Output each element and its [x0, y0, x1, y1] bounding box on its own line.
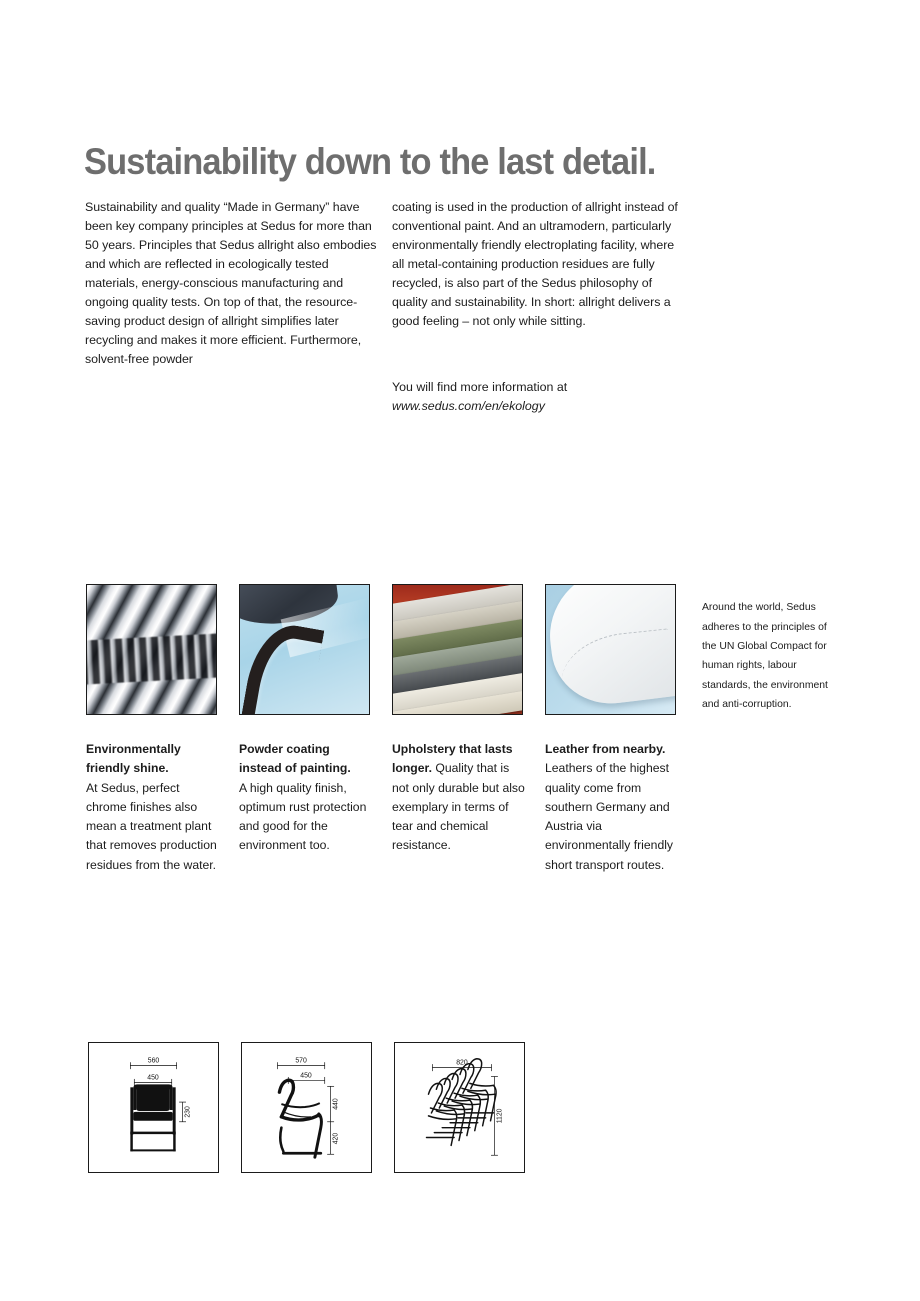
dimension-label: 440: [332, 1098, 340, 1110]
chair-side-silhouette: [279, 1080, 321, 1157]
black-tube-detail: [239, 619, 324, 715]
more-information-label: You will find more information at: [392, 380, 568, 394]
thumbnail-upholstery-fabrics: [392, 584, 523, 715]
dimension-label: 820: [456, 1059, 468, 1067]
dimension-label: 450: [147, 1074, 159, 1082]
un-global-compact-note: Around the world, Sedus adheres to the principles of the UN Global Compact for human rights, labour standards, the environment and anti-corruption.: [702, 602, 828, 710]
caption-headline: Upholstery that lasts longer.: [392, 742, 513, 776]
caption-environmentally-friendly-shine: [86, 740, 219, 875]
caption-body: At Sedus, perfect chrome finishes also mean a treatment plant that removes production residues from the water.: [86, 780, 217, 872]
more-information-block: [392, 378, 682, 416]
thumbnail-leather-seat: [545, 584, 676, 715]
stacked-fabrics-image: [393, 585, 522, 714]
dimension-label: 570: [295, 1057, 307, 1065]
caption-headline: Environmentally friendly shine.: [86, 742, 181, 776]
drawing-chair-front-view: [88, 1042, 219, 1173]
intro-column-right: coating is used in the production of allright instead of conventional paint. And an ultramodern, particularly environmentally friendly electroplating facility, where all metal-containing production residues are fully recycled, is also part of the Sedus philosophy of quality and sustainability. In short: allright delivers a good feeling – not only while sitting.: [392, 200, 678, 328]
chair-front-silhouette: [130, 1084, 175, 1151]
caption-body: Leathers of the highest quality come from southern Germany and Austria via environmentally friendly short transport routes.: [545, 761, 674, 872]
caption-leather-from-nearby: [545, 740, 678, 875]
caption-body: A high quality finish, optimum rust protection and good for the environment too.: [239, 780, 367, 853]
dimension-label: 450: [300, 1072, 312, 1080]
thumbnail-powder-coating: [239, 584, 370, 715]
sedus-ekology-link[interactable]: www.sedus.com/en/ekology: [392, 398, 545, 413]
powder-coated-tube-image: [240, 585, 369, 714]
dimension-label: 560: [147, 1057, 160, 1065]
intro-column-left: Sustainability and quality “Made in Germany” have been key company principles at Sedus for more than 50 years. Principles that Sedus allright also embodies and which are reflected in ecologically tested materials, energy-conscious manufacturing and ongoing quality tests. On top of that, the resource-saving product design of allright simplifies later recycling and makes it more efficient. Furthermore, solvent-free powder: [85, 200, 377, 366]
caption-body: Quality that is not only durable but also exemplary in terms of tear and chemical resistance.: [392, 761, 525, 853]
page-title: Sustainability down to the last detail.: [84, 140, 656, 182]
caption-powder-coating: [239, 740, 372, 856]
white-leather-seat-image: [546, 585, 675, 714]
chrome-tubes-image: [87, 585, 216, 714]
caption-upholstery-lasts-longer: [392, 740, 525, 856]
drawing-chairs-stacked-view: [394, 1042, 525, 1173]
drawing-chair-side-view: [241, 1042, 372, 1173]
dimension-label: 230: [184, 1106, 192, 1118]
thumbnail-chrome-tubes: [86, 584, 217, 715]
dimension-label: 1120: [496, 1108, 504, 1124]
caption-headline: Powder coating instead of painting.: [239, 742, 351, 776]
stacked-chairs-silhouette: [427, 1059, 497, 1146]
technical-drawing-row: [88, 1042, 848, 1178]
caption-headline: Leather from nearby.: [545, 742, 666, 756]
dimension-label: 420: [332, 1132, 340, 1145]
